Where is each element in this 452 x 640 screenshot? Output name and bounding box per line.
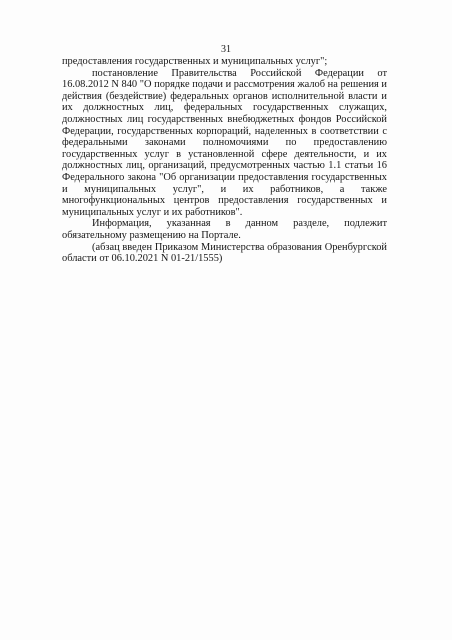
paragraph-amendment-note: (абзац введен Приказом Министерства образования Оренбургской области от 06.10.2021 N 01-21/1555) [62,241,387,265]
document-body [62,56,387,265]
paragraph-portal-info: Информация, указанная в данном разделе, подлежит обязательному размещению на Портале. [62,218,387,241]
paragraph-resolution-840: постановление Правительства Российской Федерации от 16.08.2012 N 840 "О порядке подачи и рассмотрения жалоб на решения и действия (бездействие) федеральных органов исполнительной власти и их должностных лиц, федеральных государственных служащих, должностных лиц государственных внебюджетных фондов Российской Федерации, государственных корпораций, наделенных в соответствии с федеральными законами полномочиями по предоставлению государственных услуг в установленной сфере деятельности, и их должностных лиц, организаций, предусмотренных частью 1.1 статьи 16 Федерального закона "Об организации предоставления государственных и муниципальных услуг", и их работников, а также многофункциональных центров предоставления государственных и муниципальных услуг и их работников". [62,67,387,218]
page-number: 31 [221,44,231,55]
paragraph-continuation: предоставления государственных и муниципальных услуг"; [62,56,328,67]
